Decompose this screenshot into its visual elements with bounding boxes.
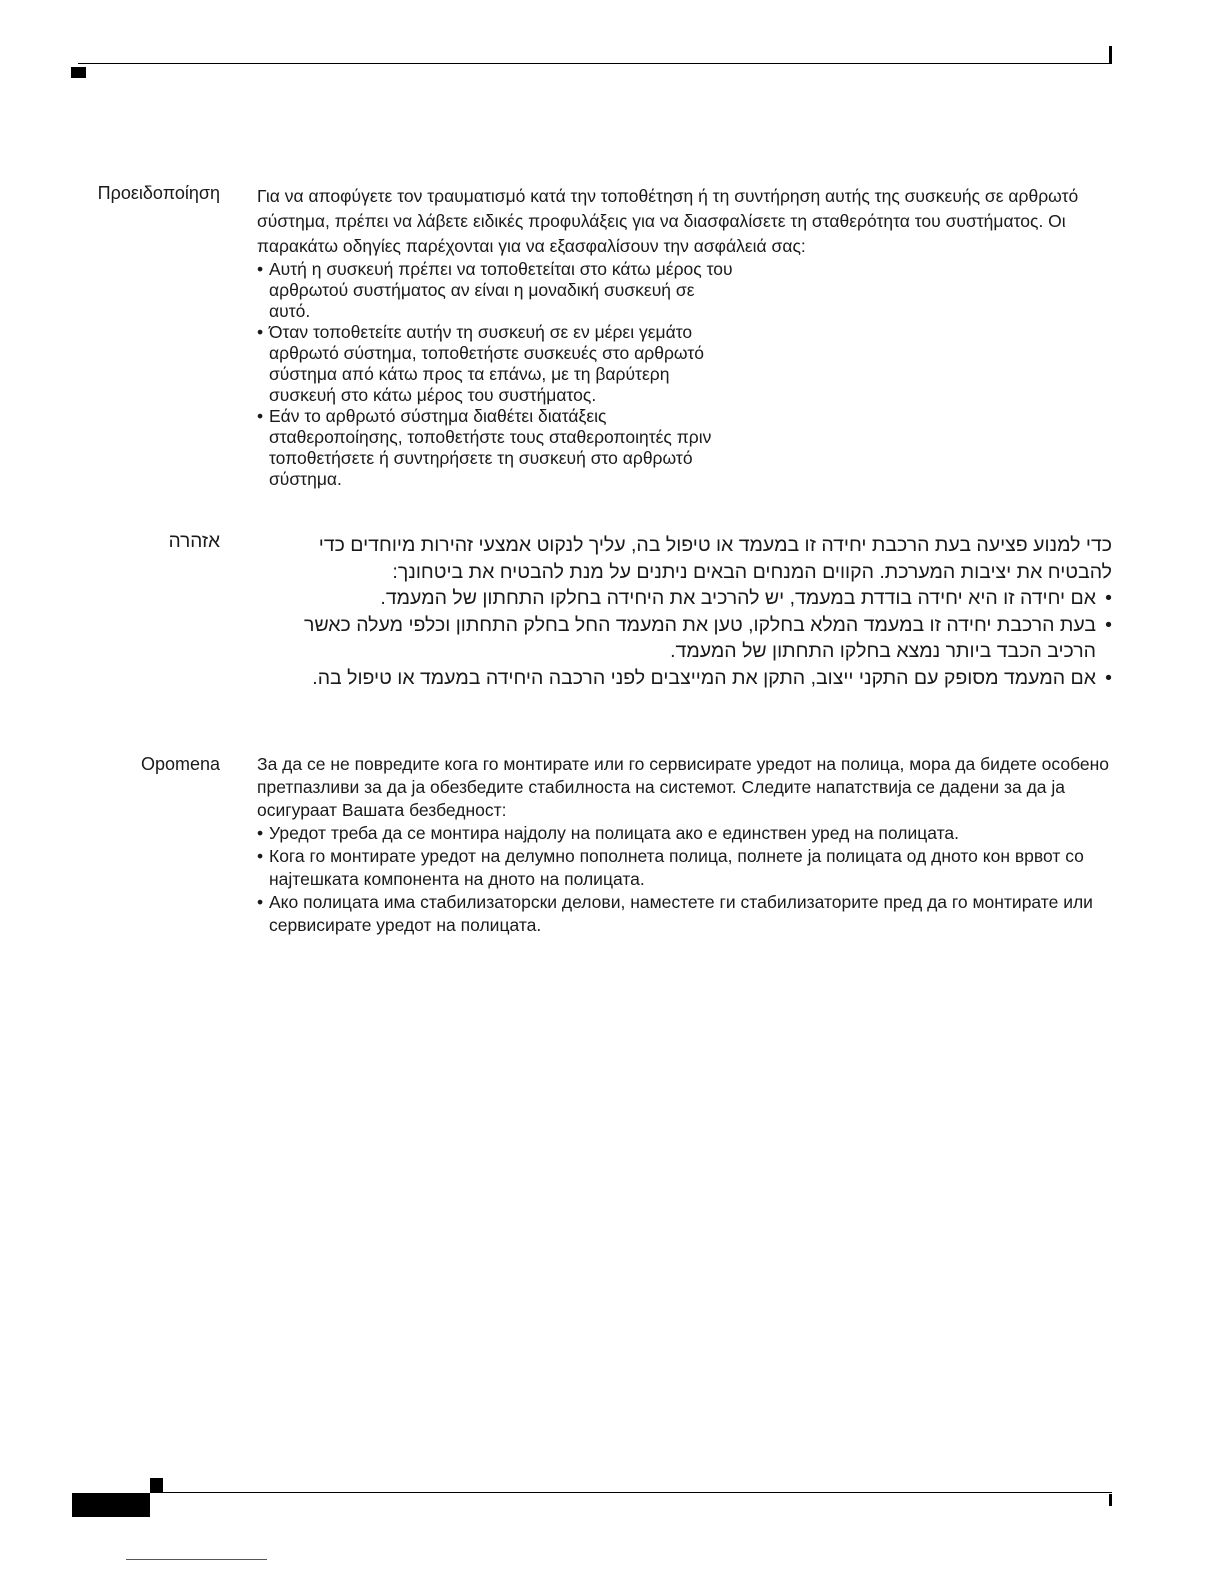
warning-label-macedonian: Opomena (140, 754, 220, 774)
list-item: • בעת הרכבת יחידה זו במעמד המלא בחלקו, טען את המעמד החל בחלק התחתון וכלפי מעלה כאשר הרכיב הכבד ביותר נמצא בחלקו התחתון של המעמד. (257, 612, 1112, 665)
warning-label-hebrew: אזהרה (168, 531, 220, 552)
warning-label-greek: Προειδοποίηση (97, 183, 220, 203)
list-item: • אם יחידה זו היא יחידה בודדת במעמד, יש להרכיב את היחידה בחלקו התחתון של המעמד. (257, 585, 1112, 612)
warning-list (257, 822, 1117, 937)
list-item: • Όταν τοποθετείτε αυτήν τη συσκευή σε εν μέρει γεμάτο αρθρωτό σύστημα, τοποθετήστε συσκευές στο αρθρωτό σύστημα από κάτω προς τα επάνω, με τη βαρύτερη συσκευή στο κάτω μέρος του συστήματος. (257, 322, 737, 406)
footer-edge-tick (1109, 1494, 1112, 1506)
warning-intro: Για να αποφύγετε τον τραυματισμό κατά την τοποθέτηση ή τη συντήρηση αυτής της συσκευής σε αρθρωτό σύστημα, πρέπει να λάβετε ειδικές προφυλάξεις για να διασφαλίσετε τη σταθερότητα του συστήματος. Οι παρακάτω οδηγίες παρέχονται για να εξασφαλίσουν την ασφάλειά σας: (257, 186, 1079, 256)
warning-body-macedonian (257, 753, 1117, 937)
footer-corner-mark (150, 1478, 163, 1492)
list-item: • Εάν το αρθρωτό σύστημα διαθέτει διατάξεις σταθεροποίησης, τοποθετήστε τους σταθεροποιητές πριν τοποθετήσετε ή συντηρήσετε τη συσκευή στο αρθρωτό σύστημα. (257, 406, 737, 490)
footer-page-tab (72, 1493, 150, 1517)
header-corner-mark (71, 67, 86, 78)
list-item: • Ако полицата има стабилизаторски делови, наместете ги стабилизаторите пред да го монтирате или сервисирате уредот на полицата. (257, 891, 1117, 937)
warning-intro: За да се не повредите кога го монтирате или го сервисирате уредот на полица, мора да бидете особено претпазливи за да ја обезбедите стабилноста на системот. Следите напатствија се дадени за да ја осигураат Вашата безбедност: (257, 754, 1110, 820)
warning-intro: כדי למנוע פציעה בעת הרכבת יחידה זו במעמד או טיפול בה, עליך לנקוט אמצעי זהירות מיוחדים כדי להבטיח את יציבות המערכת. הקווים המנחים הבאים ניתנים על מנת להבטיח את ביטחונך: (318, 534, 1112, 583)
warning-list (257, 259, 737, 490)
footer-rule (150, 1492, 1112, 1493)
warning-body-hebrew (257, 532, 1112, 691)
warning-body-greek (257, 184, 1117, 490)
list-item: • Кога го монтирате уредот на делумно пополнета полица, полнете ја полицата од дното кон врвот со најтешката компонента на дното на полицата. (257, 845, 1117, 891)
footer-link-underline (126, 1559, 267, 1560)
header-rule (78, 63, 1112, 64)
list-item: • אם המעמד מסופק עם התקני ייצוב, התקן את המייצבים לפני הרכבה היחידה במעמד או טיפול בה. (257, 665, 1112, 692)
header-edge-tick (1109, 46, 1112, 64)
list-item: • Αυτή η συσκευή πρέπει να τοποθετείται στο κάτω μέρος του αρθρωτού συστήματος αν είναι η μοναδική συσκευή σε αυτό. (257, 259, 737, 322)
warning-list (257, 585, 1112, 691)
list-item: • Уредот треба да се монтира најдолу на полицата ако е единствен уред на полицата. (257, 822, 1117, 845)
